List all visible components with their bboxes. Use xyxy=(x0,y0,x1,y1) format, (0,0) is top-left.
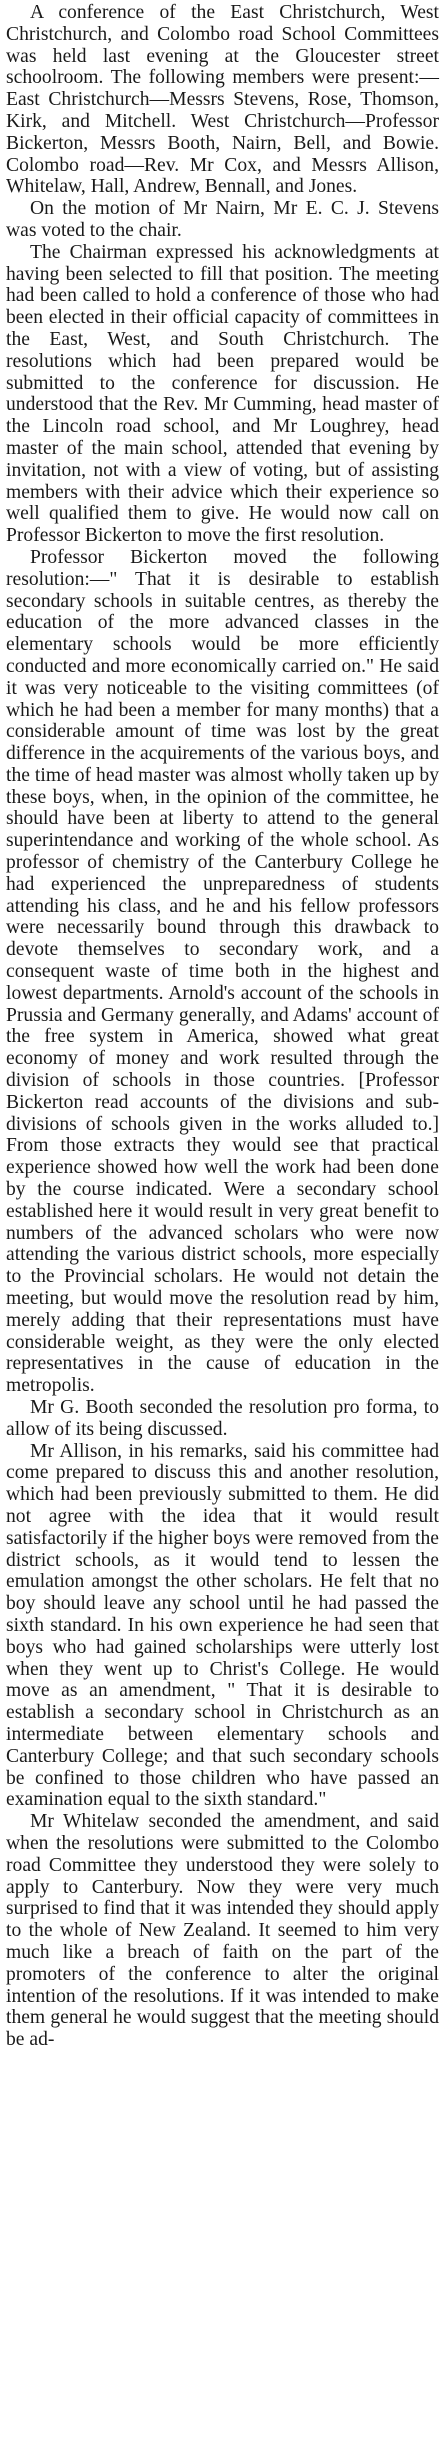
article-paragraph-chair-motion: On the motion of Mr Nairn, Mr E. C. J. Stevens was voted to the chair. xyxy=(6,198,439,241)
article-paragraph-booth-seconds: Mr G. Booth seconded the resolution pro forma, to allow of its being discussed. xyxy=(6,1397,439,1440)
article-paragraph-whitelaw-seconds: Mr Whitelaw seconded the amendment, and said when the resolutions were submitted to the Colombo road Committee they understood they were solely to apply to Canterbury. Now they were very much surprised to find that it was intended they should apply to the whole of New Zealand. It seemed to him very much like a breach of faith on the part of the promoters of the conference to alter the original intention of the resolutions. If it was intended to make them general he would suggest that the meeting should be ad- xyxy=(6,1811,439,2051)
article-paragraph-allison-amendment: Mr Allison, in his remarks, said his committee had come prepared to discuss this and another resolution, which had been previously submitted to them. He did not agree with the idea that it would result satisfactorily if the higher boys were removed from the district schools, as it would tend to lessen the emulation amongst the other scholars. He felt that no boy should leave any school until he had passed the sixth standard. In his own experience he had seen that boys who had gained scholarships were utterly lost when they went up to Christ's College. He would move as an amendment, " That it is desirable to establish a secondary school in Christchurch as an intermediate between elementary schools and Canterbury College; and that such secondary schools be confined to those children who have passed an examination equal to the sixth standard." xyxy=(6,1440,439,1811)
article-paragraph-bickerton-resolution: Professor Bickerton moved the following resolution:—" That it is desirable to establish secondary schools in suitable centres, as thereby the education of the more advanced classes in the elementary schools would be more efficiently conducted and more economically carried on." He said it was very noticeable to the visiting committees (of which he had been a member for many months) that a considerable amount of time was lost by the great difference in the acquirements of the various boys, and the time of head master was almost wholly taken up by these boys, when, in the opinion of the committee, he should have been at liberty to attend to the general superintendance and working of the whole school. As professor of chemistry of the Canterbury College he had experienced the unpreparedness of students attending his class, and he and his fellow professors were necessarily bound through this drawback to devote themselves to secondary work, and a consequent waste of time both in the highest and lowest departments. Arnold's account of the schools in Prussia and Germany generally, and Adams' account of the free system in America, showed what great economy of money and work resulted through the division of schools in those countries. [Professor Bickerton read accounts of the divisions and sub-divisions of schools given in the works alluded to.] From those extracts they would see that practical experience showed how well the work had been done by the course indicated. Were a secondary school established here it would result in very great benefit to numbers of the advanced scholars who were now attending the various district schools, more especially to the Provincial scholars. He would not detain the meeting, but would move the resolution read by him, merely adding that their representations must have considerable weight, as they were the only elected representatives in the cause of education in the metropolis. xyxy=(6,546,439,1397)
article-paragraph-chairman-remarks: The Chairman expressed his acknowledgments at having been selected to fill that position. The meeting had been called to hold a conference of those who had been elected in their official capacity of committees in the East, West, and South Christchurch. The resolutions which had been prepared would be submitted to the conference for discussion. He understood that the Rev. Mr Cumming, head master of the Lincoln road school, and Mr Loughrey, head master of the main school, attended that evening by invitation, not with a view of voting, but of assisting members with their advice which their experience so well qualified them to give. He would now call on Professor Bickerton to move the first resolution. xyxy=(6,241,439,547)
article-body xyxy=(6,2,439,2051)
article-paragraph-intro: A conference of the East Christchurch, West Christchurch, and Colombo road School Committees was held last evening at the Gloucester street schoolroom. The following members were present:—East Christchurch—Messrs Stevens, Rose, Thomson, Kirk, and Mitchell. West Christchurch—Professor Bickerton, Messrs Booth, Nairn, Bell, and Bowie. Colombo road—Rev. Mr Cox, and Messrs Allison, Whitelaw, Hall, Andrew, Bennall, and Jones. xyxy=(6,2,439,198)
